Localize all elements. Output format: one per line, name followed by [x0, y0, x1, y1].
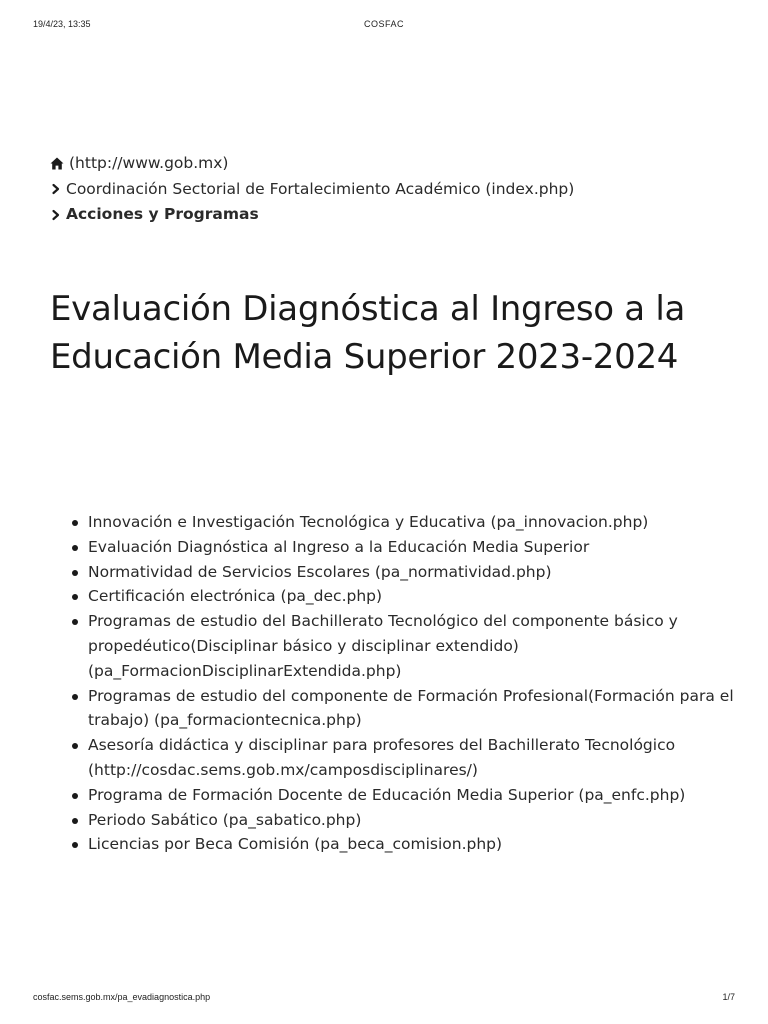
- list-item[interactable]: Programas de estudio del Bachillerato Tecnológico del componente básico y propedéutico(Disciplinar básico y disciplinar extendido) (pa_FormacionDisciplinarExtendida.php): [88, 609, 768, 683]
- list-item[interactable]: Periodo Sabático (pa_sabatico.php): [88, 808, 768, 833]
- breadcrumb-current-label: Acciones y Programas: [66, 205, 259, 223]
- breadcrumb-cosfac-label[interactable]: Coordinación Sectorial de Fortalecimiento Académico (index.php): [66, 179, 575, 198]
- breadcrumb-home-label[interactable]: (http://www.gob.mx): [69, 154, 229, 172]
- breadcrumb-item-current: [50, 202, 574, 228]
- breadcrumb: [50, 151, 574, 228]
- breadcrumb-item-home[interactable]: [50, 151, 574, 177]
- list-item[interactable]: Asesoría didáctica y disciplinar para profesores del Bachillerato Tecnológico (http://cosdac.sems.gob.mx/camposdisciplinares/): [88, 733, 768, 783]
- chevron-right-icon: [50, 209, 62, 221]
- print-footer: [33, 992, 735, 1006]
- print-site-title: COSFAC: [363, 19, 404, 29]
- breadcrumb-item-cosfac[interactable]: [50, 177, 574, 203]
- list-item[interactable]: Programas de estudio del componente de Formación Profesional(Formación para el trabajo) (pa_formaciontecnica.php): [88, 684, 768, 734]
- page-counter: 1/7: [722, 992, 735, 1002]
- list-item[interactable]: Normatividad de Servicios Escolares (pa_normatividad.php): [88, 560, 768, 585]
- chevron-right-icon: [50, 183, 62, 195]
- page-title: Evaluación Diagnóstica al Ingreso a la Educación Media Superior 2023-2024: [50, 289, 686, 377]
- list-item[interactable]: Evaluación Diagnóstica al Ingreso a la Educación Media Superior: [88, 535, 768, 560]
- home-icon: [50, 157, 64, 170]
- print-header: [33, 19, 735, 33]
- list-item[interactable]: Programa de Formación Docente de Educación Media Superior (pa_enfc.php): [88, 783, 768, 808]
- programs-list: [50, 510, 768, 857]
- print-url: cosfac.sems.gob.mx/pa_evadiagnostica.php: [33, 992, 211, 1002]
- list-item[interactable]: Licencias por Beca Comisión (pa_beca_comision.php): [88, 832, 768, 857]
- print-date: 19/4/23, 13:35: [33, 19, 91, 29]
- list-item[interactable]: Certificación electrónica (pa_dec.php): [88, 584, 768, 609]
- list-item[interactable]: Innovación e Investigación Tecnológica y Educativa (pa_innovacion.php): [88, 510, 768, 535]
